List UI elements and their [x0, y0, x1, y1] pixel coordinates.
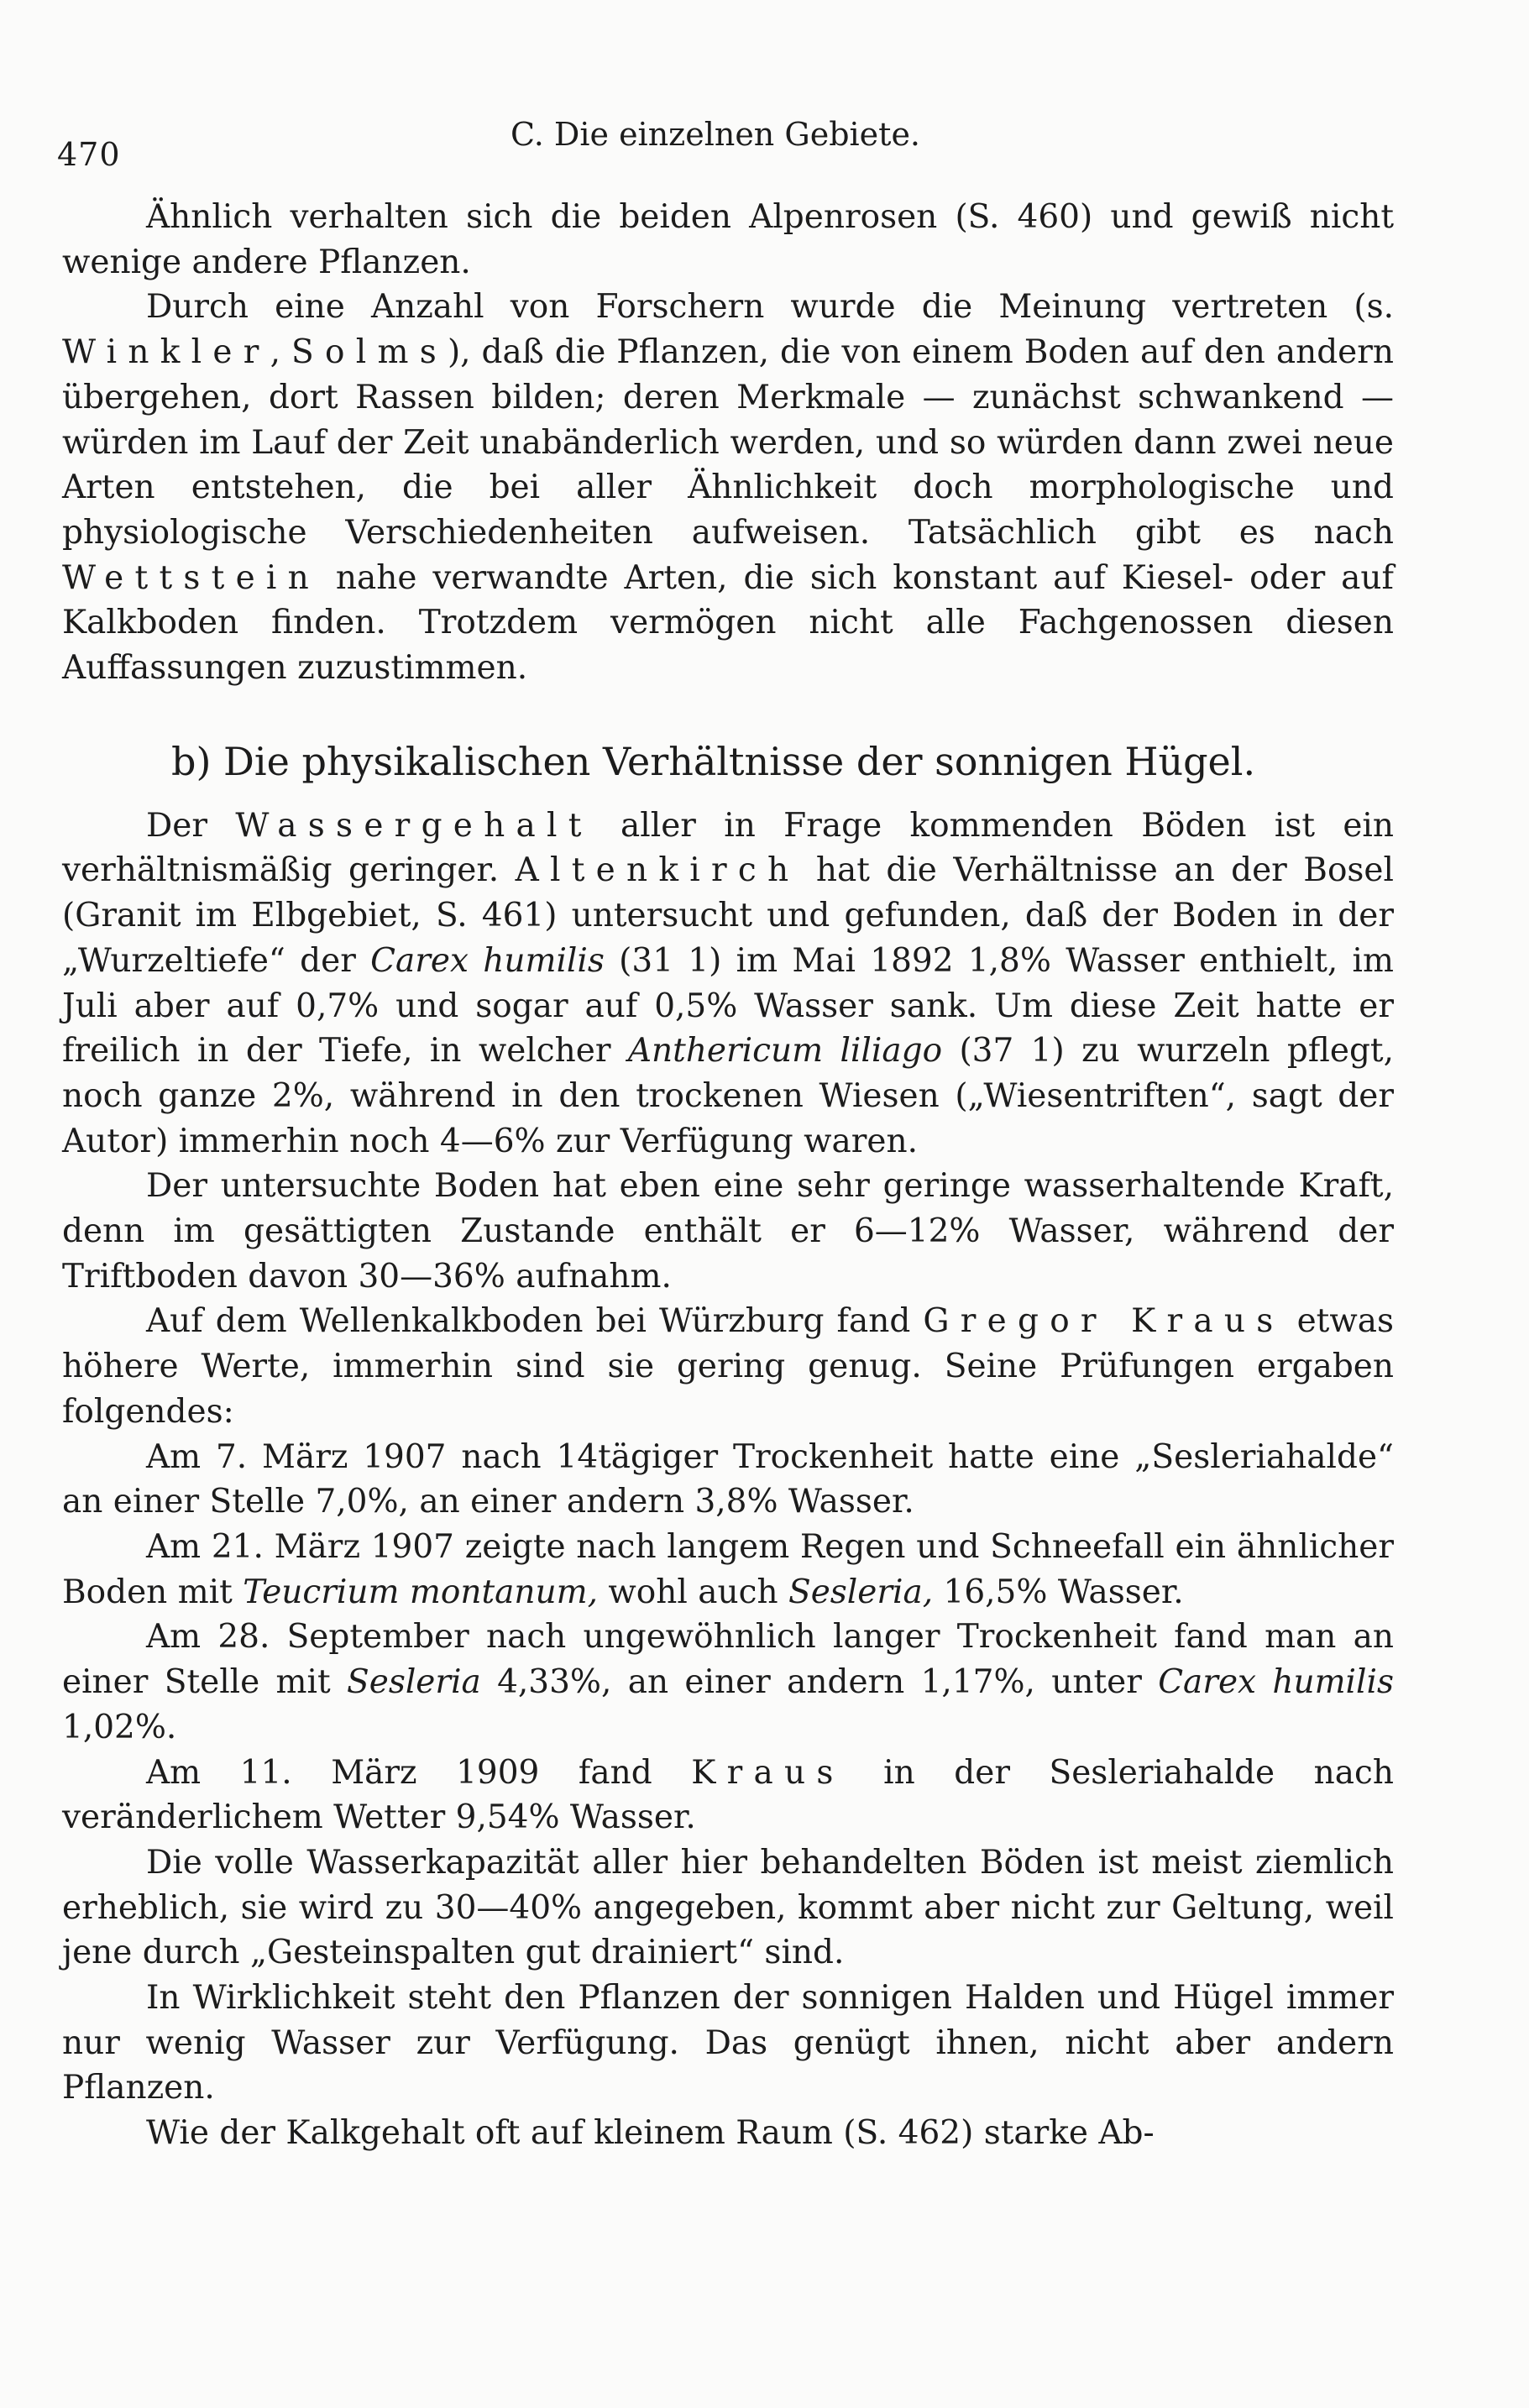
page-header	[57, 111, 1426, 173]
species-name: Sesleria	[347, 1663, 481, 1702]
species-name: Teucrium montanum,	[243, 1573, 598, 1611]
emphasized-term: Wassergehalt	[235, 806, 593, 845]
species-name: Carex humilis	[370, 941, 605, 980]
author-name: Gregor Kraus	[923, 1302, 1285, 1341]
paragraph-maerz-1907-a: Am 7. März 1907 nach 14tägiger Trockenheit hatte eine „Sesleriahalde“ an einer Stelle 7,0%, an einer andern 3,8% Wasser.	[62, 1437, 1394, 1521]
paragraph-wellenkalk: Auf dem Wellenkalkboden bei Würzburg fand Gregor Kraus etwas höhere Werte, immerhin sind sie gering genug. Seine Prüfungen ergaben folgendes:	[62, 1302, 1394, 1431]
section-heading-b: b) Die physikalischen Verhältnisse der sonnigen Hügel.	[171, 738, 1256, 784]
paragraph-september: Am 28. September nach ungewöhnlich langer Trockenheit fand man an einer Stelle mit Sesleria 4,33%, an einer andern 1,17%, unter Carex humilis 1,02%.	[62, 1618, 1394, 1746]
species-name: Anthericum liliago	[627, 1032, 943, 1071]
paragraph-wasserkapazitaet: Die volle Wasserkapazität aller hier behandelten Böden ist meist ziemlich erheblich, sie wird zu 30—40% angegeben, kommt aber nicht zur Geltung, weil jene durch „Gesteinspalten gut drainiert“ sind.	[62, 1843, 1394, 1972]
species-name: Sesleria,	[788, 1573, 934, 1611]
paragraph-forscher: Durch eine Anzahl von Forschern wurde die Meinung vertreten (s. Winkler, Solms), daß die Pflanzen, die von einem Boden auf den andern übergehen, dort Rassen bilden; deren Merkmale — zunächst schwankend — würden im Lauf der Zeit unabänderlich werden, und so würden dann zwei neue Arten entstehen, die bei aller Ähnlichkeit doch morphologische und physiologische Verschiedenheiten aufweisen. Tatsächlich gibt es nach Wettstein nahe verwandte Arten, die sich konstant auf Kiesel- oder auf Kalkboden finden. Trotzdem vermögen nicht alle Fachgenossen diesen Auffassungen zuzustimmen.	[62, 288, 1394, 688]
author-name: Solms	[291, 333, 448, 372]
paragraph-maerz-1907-b: Am 21. März 1907 zeigte nach langem Regen und Schneefall ein ähnlicher Boden mit Teucrium montanum, wohl auch Sesleria, 16,5% Wasser.	[62, 1527, 1394, 1611]
paragraph-boden-kraft: Der untersuchte Boden hat eben eine sehr geringe wasserhaltende Kraft, denn im gesättigten Zustande enthält er 6—12% Wasser, während der Triftboden davon 30—36% aufnahm.	[62, 1167, 1394, 1296]
paragraph-maerz-1909: Am 11. März 1909 fand Kraus in der Sesleriahalde nach veränderlichem Wetter 9,54% Wasser.	[62, 1753, 1394, 1837]
author-name: Altenkirch	[515, 851, 800, 890]
author-name: Winkler	[62, 333, 270, 372]
body-text	[62, 195, 1394, 2156]
author-name: Kraus	[691, 1753, 845, 1792]
paragraph-alpenrosen: Ähnlich verhalten sich die beiden Alpenrosen (S. 460) und gewiß nicht wenige andere Pflanzen.	[62, 198, 1394, 281]
species-name: Carex humilis	[1158, 1663, 1394, 1702]
author-name: Wettstein	[62, 558, 321, 597]
paragraph-wirklichkeit: In Wirklichkeit steht den Pflanzen der sonnigen Halden und Hügel immer nur wenig Wasser zur Verfügung. Das genügt ihnen, nicht aber andern Pflanzen.	[62, 1979, 1394, 2107]
paragraph-kalkgehalt: Wie der Kalkgehalt oft auf kleinem Raum (S. 462) starke Ab-	[146, 2114, 1155, 2153]
running-title: C. Die einzelnen Gebiete.	[511, 116, 921, 153]
page-number: 470	[57, 136, 121, 173]
paragraph-wassergehalt: Der Wassergehalt aller in Frage kommenden Böden ist ein verhältnismäßig geringer. Altenkirch hat die Verhältnisse an der Bosel (Granit im Elbgebiet, S. 461) untersucht und gefunden, daß der Boden in der „Wurzeltiefe“ der Carex humilis (31 1) im Mai 1892 1,8% Wasser enthielt, im Juli aber auf 0,7% und sogar auf 0,5% Wasser sank. Um diese Zeit hatte er freilich in der Tiefe, in welcher Anthericum liliago (37 1) zu wurzeln pflegt, noch ganze 2%, während in den trockenen Wiesen („Wiesentriften“, sagt der Autor) immerhin noch 4—6% zur Verfügung waren.	[62, 806, 1395, 1160]
